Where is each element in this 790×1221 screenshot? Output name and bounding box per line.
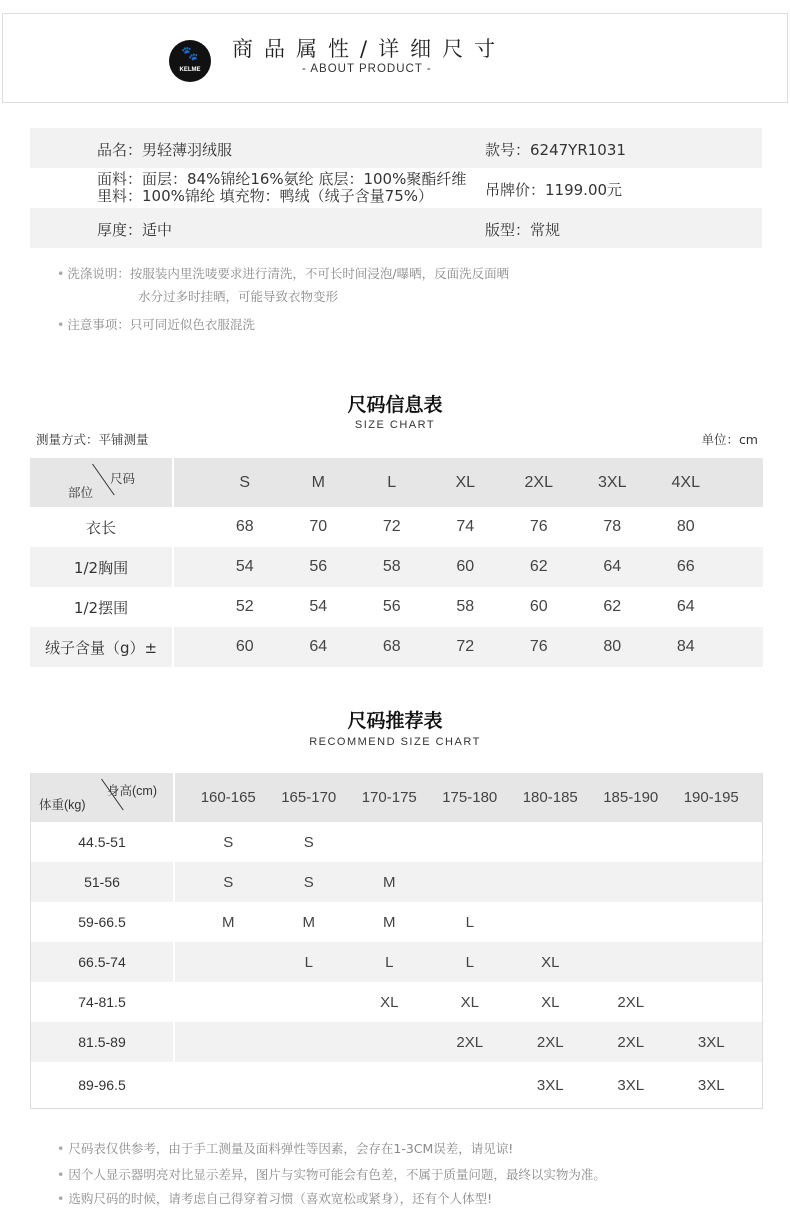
product-attributes (30, 128, 762, 248)
table-cell (591, 954, 672, 971)
column-header: 160-165 (200, 789, 256, 806)
table-cell: S (303, 833, 314, 851)
wash-note-cont: 水分过多时挂晒，可能导致衣物变形 (138, 289, 339, 304)
table-cell: 3XL (697, 1076, 725, 1094)
row-label: 74-81.5 (78, 994, 126, 1010)
row-label: 44.5-51 (78, 834, 126, 850)
table-cell (430, 1077, 511, 1094)
table-cell: XL (541, 953, 560, 971)
table-cell (269, 994, 350, 1011)
product-thickness: 厚度：适中 (97, 221, 173, 239)
table-cell (510, 834, 591, 851)
recommend-subtitle: RECOMMEND SIZE CHART (309, 736, 481, 748)
table-cell (188, 1077, 269, 1094)
row-cells (175, 1077, 752, 1094)
table-cell (591, 874, 672, 891)
table-cell: 74 (456, 518, 475, 535)
column-header: M (311, 473, 325, 491)
table-cell: 3XL (697, 1033, 725, 1051)
table-cell: 64 (309, 638, 328, 655)
table-cell: 3XL (536, 1076, 564, 1094)
table-cell: M (383, 913, 396, 931)
column-header: 170-175 (361, 789, 417, 806)
table-cell: 80 (603, 638, 622, 655)
table-cell: 2XL (536, 1033, 564, 1051)
table-header: 身高(cm) 体重(kg) 160-165 165-170 170-175 175-180 180-185 185-190 190-195 (31, 773, 762, 822)
row-cells (175, 914, 752, 931)
table-cell: L (304, 953, 313, 971)
row-cells (174, 598, 723, 616)
table-cell: 52 (235, 598, 254, 615)
table-cell: M (383, 873, 396, 891)
table-cell: 80 (676, 518, 695, 535)
table-cell: 72 (456, 638, 475, 655)
product-name: 品名：男轻薄羽绒服 (97, 141, 233, 159)
table-cell: L (385, 953, 394, 971)
table-cell (269, 1077, 350, 1094)
table-cell (188, 954, 269, 971)
kelme-logo: 🐾 KELME (169, 40, 211, 82)
table-cell: 62 (603, 598, 622, 615)
table-row (30, 627, 763, 667)
table-cell: 2XL (456, 1033, 484, 1051)
table-cell: S (223, 873, 234, 891)
table-cell (188, 994, 269, 1011)
table-cell: 56 (382, 598, 401, 615)
size-chart-subtitle: SIZE CHART (354, 419, 436, 431)
unit-label: 单位：cm (701, 432, 758, 447)
table-cell: L (465, 953, 474, 971)
table-cell (430, 834, 511, 851)
row-cells (175, 994, 752, 1011)
table-row (30, 547, 763, 587)
table-cell: 60 (235, 638, 254, 655)
table-cell: 2XL (617, 993, 645, 1011)
table-cell: 66 (676, 558, 695, 575)
table-cell: 60 (456, 558, 475, 575)
table-cell: S (223, 833, 234, 851)
table-row (31, 822, 762, 862)
table-cell: 54 (235, 558, 254, 575)
table-cell (510, 914, 591, 931)
row-label: 1/2摆围 (73, 598, 129, 617)
size-chart-title: 尺码信息表 (347, 394, 443, 416)
table-cell: 78 (603, 518, 622, 535)
wash-note: • 洗涤说明：按服装内里洗唛要求进行清洗，不可长时间浸泡/曝晒，反面洗反面晒 (57, 266, 510, 281)
table-cell: 84 (676, 638, 695, 655)
table-cell (671, 994, 752, 1011)
table-cell: 76 (529, 638, 548, 655)
table-row (31, 1062, 762, 1108)
recommend-title: 尺码推荐表 (347, 710, 443, 732)
column-header: 3XL (598, 473, 627, 491)
table-row (31, 942, 762, 982)
page-title: 商品属性/详细尺寸 (232, 37, 507, 61)
table-cell: 70 (309, 518, 328, 535)
table-row (31, 862, 762, 902)
footnote: • 因个人显示器明亮对比显示差异，图片与实物可能会有色差，不属于质量问题，最终以实物为准。 (57, 1167, 606, 1182)
size-chart-table (30, 458, 763, 667)
care-note: • 注意事项：只可同近似色衣服混洗 (57, 317, 255, 332)
row-label: 1/2胸围 (30, 547, 174, 587)
table-cell (591, 914, 672, 931)
table-header: 尺码 部位 S M L XL 2XL 3XL 4XL (30, 458, 763, 507)
table-cell (430, 874, 511, 891)
footnote: • 选购尺码的时候，请考虑自己得穿着习惯（喜欢宽松或紧身），还有个人体型! (57, 1191, 493, 1206)
table-row (31, 1022, 762, 1062)
row-label: 66.5-74 (31, 942, 175, 982)
table-row (30, 587, 763, 627)
row-cells (174, 558, 723, 576)
recommend-table (30, 773, 763, 1109)
column-header: 165-170 (281, 789, 337, 806)
table-cell: 68 (235, 518, 254, 535)
table-cell (349, 1034, 430, 1051)
table-cell: 68 (382, 638, 401, 655)
table-cell (671, 834, 752, 851)
table-cell: M (222, 913, 235, 931)
table-cell: 60 (529, 598, 548, 615)
table-cell: XL (460, 993, 479, 1011)
table-cell: L (465, 913, 474, 931)
table-row (31, 982, 762, 1022)
row-cells (174, 638, 723, 656)
row-label: 衣长 (85, 518, 116, 537)
row-label: 59-66.5 (78, 914, 126, 930)
table-cell: 2XL (617, 1033, 645, 1051)
table-cell: 76 (529, 518, 548, 535)
row-cells (175, 954, 752, 971)
table-cell: 58 (456, 598, 475, 615)
table-cell: 64 (676, 598, 695, 615)
page-subtitle: - ABOUT PRODUCT - (302, 63, 432, 75)
table-cell (671, 914, 752, 931)
row-cells (175, 1034, 752, 1051)
product-price: 吊牌价：1199.00元 (485, 181, 623, 199)
table-cell: XL (380, 993, 399, 1011)
table-cell (188, 1034, 269, 1051)
table-cell: 3XL (617, 1076, 645, 1094)
table-cell (349, 834, 430, 851)
column-header: 2XL (524, 473, 553, 491)
table-cell: 62 (529, 558, 548, 575)
table-row (30, 507, 763, 547)
column-header: 185-190 (603, 789, 659, 806)
table-cell (671, 954, 752, 971)
table-cell (269, 1034, 350, 1051)
table-cell (510, 874, 591, 891)
column-header: L (387, 473, 397, 491)
row-label: 51-56 (31, 862, 175, 902)
row-label: 81.5-89 (31, 1022, 175, 1062)
footnote: • 尺码表仅供参考，由于手工测量及面料弹性等因素，会存在1-3CM误差，请见谅! (57, 1141, 514, 1156)
table-cell: 58 (382, 558, 401, 575)
row-cells (175, 834, 752, 851)
table-cell: 72 (382, 518, 401, 535)
table-cell: XL (541, 993, 560, 1011)
column-header: 190-195 (683, 789, 739, 806)
row-cells (174, 518, 723, 536)
table-cell (349, 1077, 430, 1094)
table-cell: 56 (309, 558, 328, 575)
column-header: 4XL (671, 473, 700, 491)
table-cell: M (302, 913, 315, 931)
table-cell (671, 874, 752, 891)
table-cell: S (303, 873, 314, 891)
measure-method: 测量方式：平铺测量 (36, 432, 149, 447)
paw-icon: 🐾 (181, 46, 199, 62)
table-cell: 54 (309, 598, 328, 615)
row-label: 89-96.5 (78, 1077, 126, 1093)
column-header: 175-180 (442, 789, 498, 806)
product-code: 款号：6247YR1031 (485, 141, 626, 159)
column-header: XL (455, 473, 476, 491)
column-header: S (239, 473, 251, 491)
table-row (31, 902, 762, 942)
row-cells (175, 874, 752, 891)
table-cell (591, 834, 672, 851)
column-header: 180-185 (522, 789, 578, 806)
row-label: 绒子含量（g）± (30, 627, 174, 667)
product-fit: 版型：常规 (485, 221, 561, 239)
table-cell: 64 (603, 558, 622, 575)
product-fabric: 面料：面层：84%锦纶16%氨纶 底层：100%聚酯纤维 里料：100%锦纶 填充物：鸭绒（绒子含量75%） (97, 170, 467, 205)
